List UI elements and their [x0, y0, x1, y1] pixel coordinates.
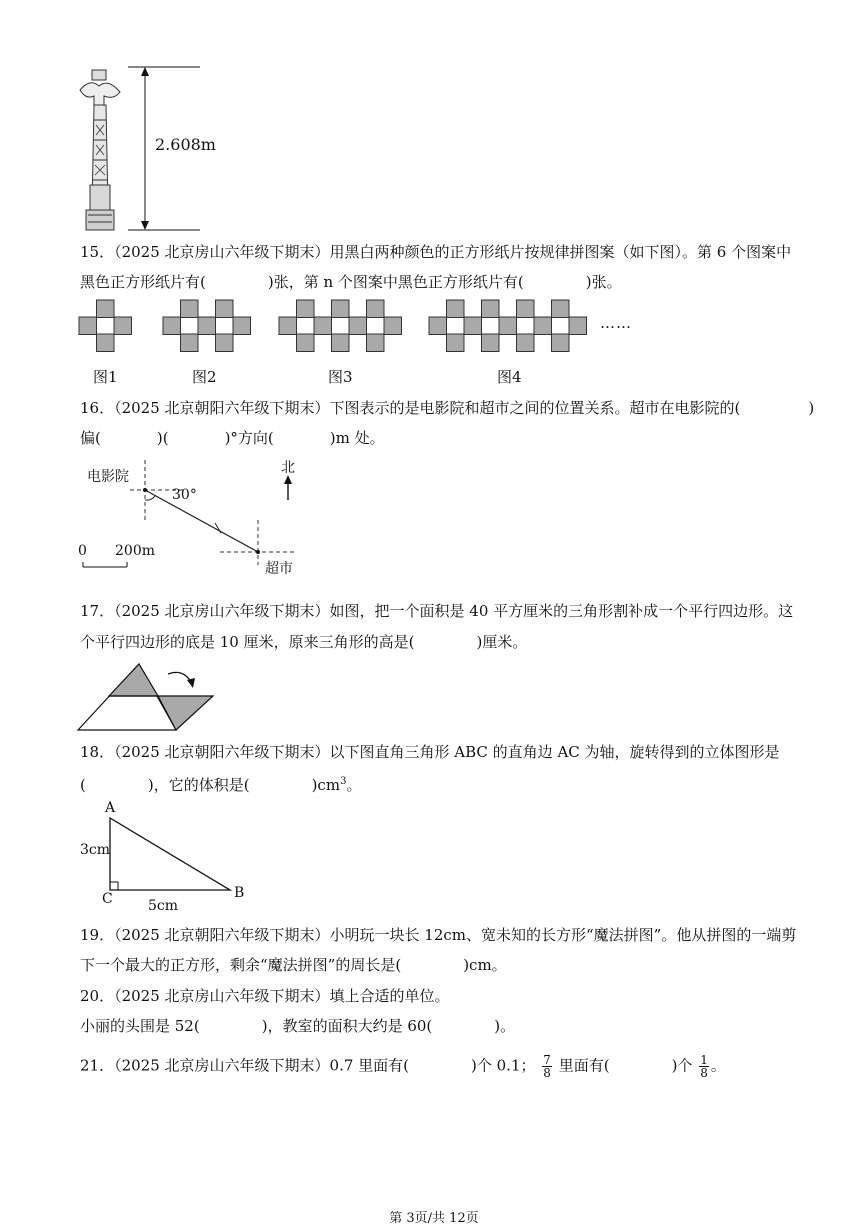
pattern-4-middle-square: [552, 317, 570, 335]
pattern-1-middle-square: [79, 317, 97, 335]
cinema-label: 电影院: [87, 469, 129, 485]
pattern-3-top-square: [332, 300, 350, 318]
q20-line1: 20．（2025 北京房山六年级下期末）填上合适的单位。: [80, 987, 450, 1005]
pattern-3-middle-square: [349, 317, 367, 335]
q19-line2: 下一个最大的正方形，剩余“魔法拼图”的周长是( )cm。: [80, 956, 507, 974]
q16-line1: 16．（2025 北京朝阳六年级下期末）下图表示的是电影院和超市之间的位置关系。超市在电影院的( ): [80, 399, 815, 417]
pattern-4-top-square: [482, 300, 500, 318]
q18-right-triangle-figure: [100, 810, 240, 895]
pattern-2-middle-square: [163, 317, 181, 335]
q18-line2: ( )，它的体积是( )$cm^3$。: [80, 776, 362, 794]
q15-line2: 黑色正方形纸片有( )张，第 n 个图案中黑色正方形纸片有( )张。: [80, 273, 622, 291]
tower-drawing: [80, 70, 120, 230]
pattern-1-middle-square: [114, 317, 132, 335]
pattern-4-middle-square: [429, 317, 447, 335]
figure-label-1: 图1: [93, 368, 118, 386]
pattern-4-bottom-square: [552, 334, 570, 352]
pattern-3-top-square: [367, 300, 385, 318]
north-label: 北: [281, 460, 295, 476]
height-label: 2.608m: [155, 135, 216, 154]
pattern-4-middle-square: [534, 317, 552, 335]
pattern-2-middle-square: [198, 317, 216, 335]
side-ac-label: 3cm: [80, 842, 111, 858]
q17-triangle-parallelogram-figure: [76, 660, 221, 735]
pattern-4-bottom-square: [447, 334, 465, 352]
pattern-3-bottom-square: [332, 334, 350, 352]
figure-label-4: 图4: [497, 368, 522, 386]
q17-line2: 个平行四边形的底是 10 厘米，原来三角形的高是( )厘米。: [80, 633, 528, 651]
pattern-2-middle-square: [181, 317, 199, 335]
pattern-4-middle-square: [499, 317, 517, 335]
pattern-1-bottom-square: [97, 334, 115, 352]
q18-line1: 18．（2025 北京朝阳六年级下期末）以下图直角三角形 ABC 的直角边 AC 为轴，旋转得到的立体图形是: [80, 743, 780, 761]
pattern-3-middle-square: [279, 317, 297, 335]
figure-label-3: 图3: [328, 368, 353, 386]
pattern-3-middle-square: [297, 317, 315, 335]
pattern-3-middle-square: [314, 317, 332, 335]
pattern-4-middle-square: [517, 317, 535, 335]
pattern-3-bottom-square: [297, 334, 315, 352]
pattern-4-middle-square: [447, 317, 465, 335]
pattern-2-bottom-square: [181, 334, 199, 352]
pattern-2-bottom-square: [216, 334, 234, 352]
pattern-4-middle-square: [482, 317, 500, 335]
pattern-3-middle-square: [332, 317, 350, 335]
q15-line1: 15．（2025 北京房山六年级下期末）用黑白两种颜色的正方形纸片按规律拼图案（如下图）。第 6 个图案中: [80, 243, 792, 261]
fraction-7-8: $\frac{7}{8}$: [543, 1053, 551, 1080]
pattern-2-top-square: [181, 300, 199, 318]
angle-label: 30°: [172, 487, 197, 503]
q15-pattern-figures: [78, 299, 648, 355]
pattern-1-middle-square: [97, 317, 115, 335]
pattern-1-top-square: [97, 300, 115, 318]
vertex-c-label: C: [102, 891, 113, 907]
pattern-4-middle-square: [569, 317, 587, 335]
pattern-4-middle-square: [464, 317, 482, 335]
q16-line2: 偏( )( )°方向( )m 处。: [80, 429, 385, 447]
page-footer: 第 3页/共 12页: [389, 1211, 479, 1226]
pattern-3-bottom-square: [367, 334, 385, 352]
q17-line1: 17．（2025 北京房山六年级下期末）如图，把一个面积是 40 平方厘米的三角形割补成一个平行四边形。这: [80, 602, 794, 620]
q15-ellipsis: ……: [600, 314, 632, 332]
fraction-1-8: $\frac{1}{8}$: [700, 1053, 708, 1080]
pattern-3-middle-square: [384, 317, 402, 335]
pattern-4-bottom-square: [482, 334, 500, 352]
pattern-4-bottom-square: [517, 334, 535, 352]
scale-length-label: 200m: [115, 543, 155, 559]
q21-line: 21．（2025 北京房山六年级下期末）0.7 里面有( )个 0.1； $\frac{7}{8}$ 里面有( )个 $\frac{1}{8}$ 。: [80, 1053, 726, 1080]
pattern-4-top-square: [517, 300, 535, 318]
vertex-a-label: A: [105, 800, 116, 816]
figure-label-2: 图2: [192, 368, 217, 386]
pattern-2-middle-square: [233, 317, 251, 335]
pattern-3-top-square: [297, 300, 315, 318]
q19-line1: 19．（2025 北京朝阳六年级下期末）小明玩一块长 12cm、宽未知的长方形“魔法拼图”。他从拼图的一端剪: [80, 926, 797, 944]
pattern-2-top-square: [216, 300, 234, 318]
side-cb-label: 5cm: [148, 898, 179, 914]
pattern-4-top-square: [447, 300, 465, 318]
supermarket-label: 超市: [265, 561, 293, 577]
q20-line2: 小丽的头围是 52( )，教室的面积大约是 60( )。: [80, 1017, 516, 1035]
pattern-4-top-square: [552, 300, 570, 318]
pattern-2-middle-square: [216, 317, 234, 335]
scale-zero-label: 0: [78, 543, 87, 559]
vertex-b-label: B: [234, 885, 245, 901]
pattern-3-middle-square: [367, 317, 385, 335]
